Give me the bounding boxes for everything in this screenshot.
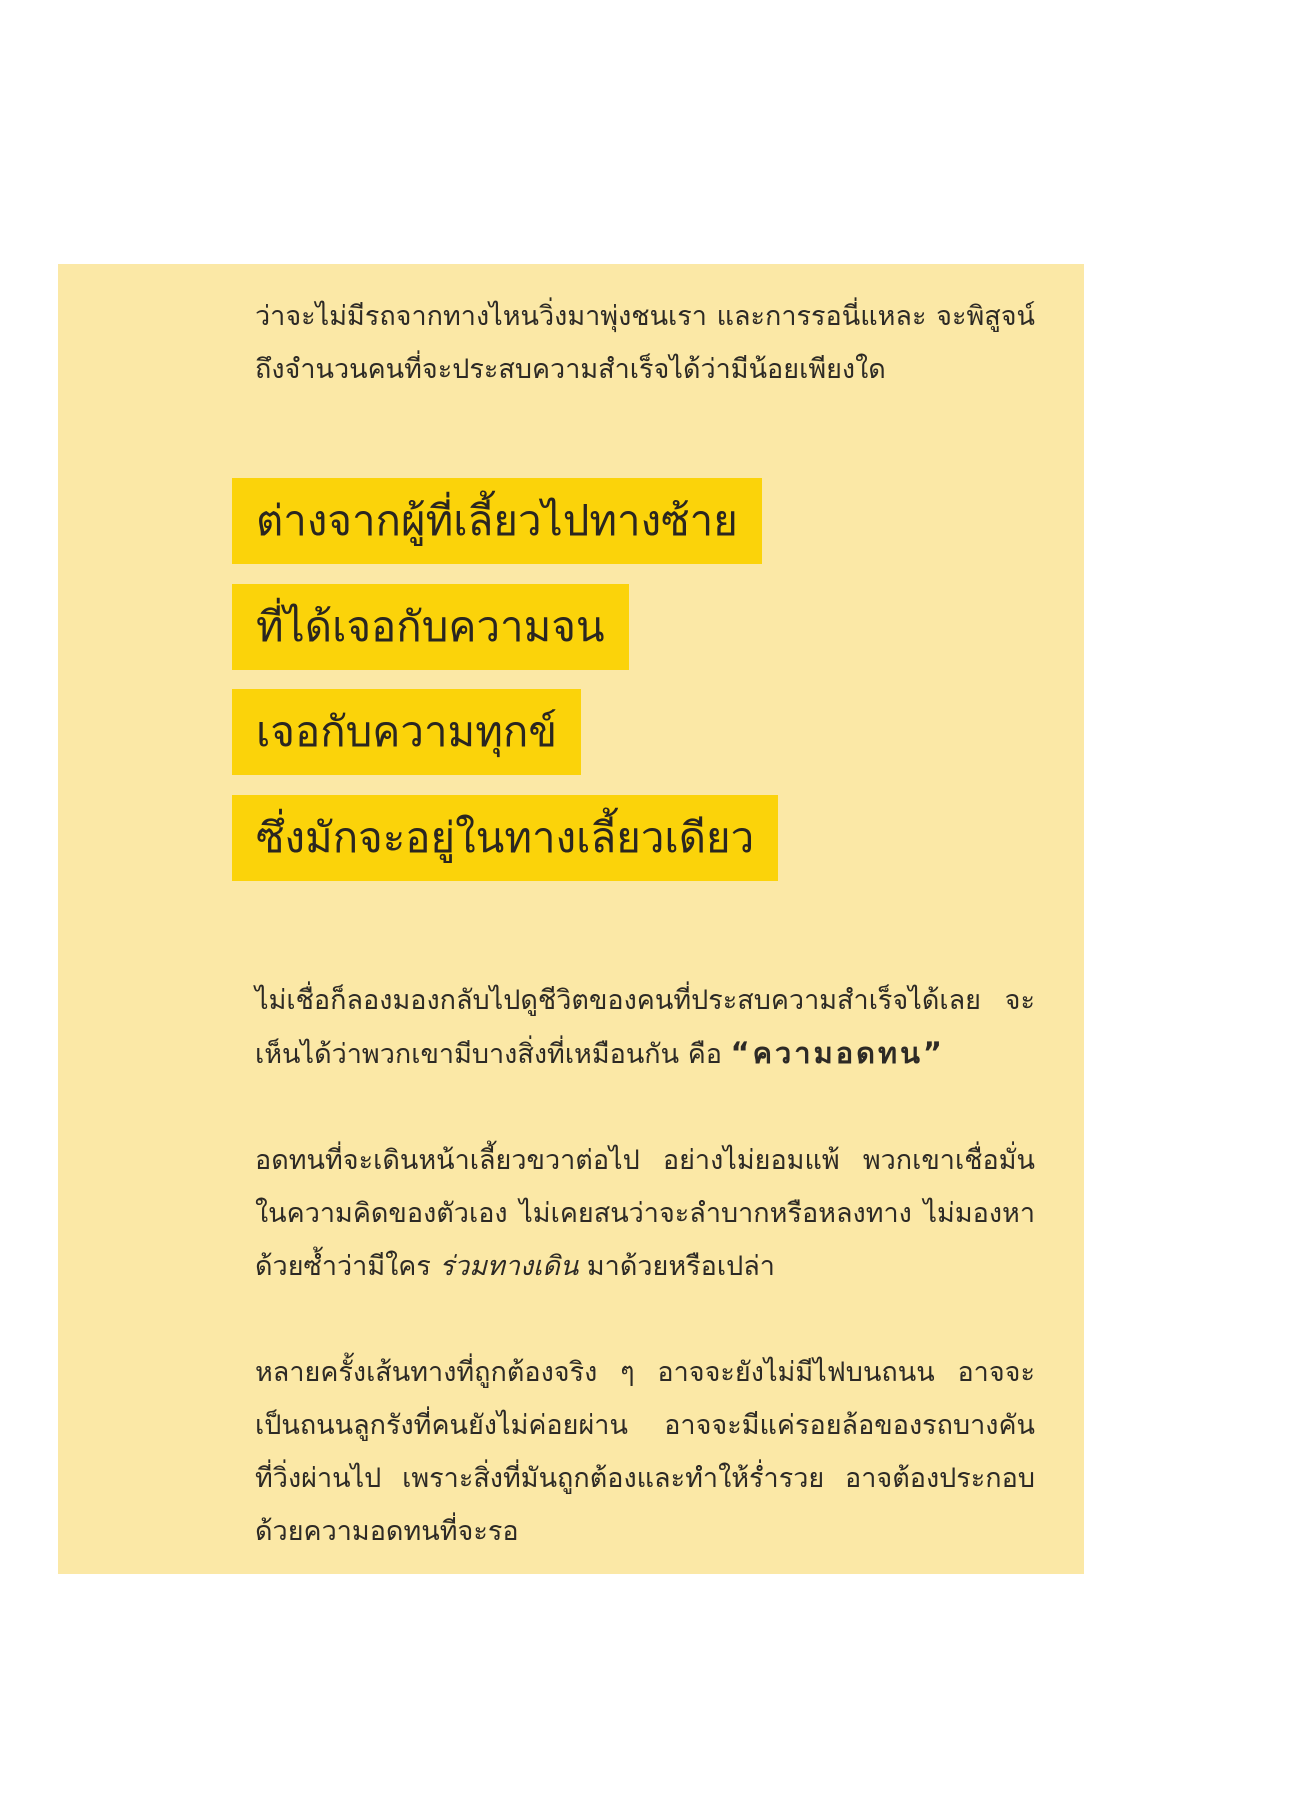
- paragraph-line: ไม่เชื่อก็ลองมองกลับไปดูชีวิตของคนที่ประสบความสำเร็จได้เลย จะ: [255, 985, 1035, 1016]
- paragraph-line: ด้วยความอดทนที่จะรอ: [255, 1516, 519, 1547]
- paragraph-line: [255, 1027, 1035, 1081]
- highlight-line-4: ซึ่งมักจะอยู่ในทางเลี้ยวเดียว: [232, 795, 778, 881]
- paragraph-line: เป็นถนนลูกรังที่คนยังไม่ค่อยผ่าน อาจจะมีแค่รอยล้อของรถบางคัน: [255, 1410, 1035, 1441]
- content-panel: [58, 264, 1084, 1574]
- paragraph-line: [255, 1240, 1035, 1293]
- paragraph-line: อดทนที่จะเดินหน้าเลี้ยวขวาต่อไป อย่างไม่ยอมแพ้ พวกเขาเชื่อมั่น: [255, 1145, 1035, 1176]
- emphasis-patience: “ความอดทน”: [730, 1036, 945, 1070]
- paragraph-line: ถึงจำนวนคนที่จะประสบความสำเร็จได้ว่ามีน้อยเพียงใด: [255, 354, 886, 385]
- italic-phrase: ร่วมทางเดิน: [439, 1251, 579, 1282]
- paragraph-line: ว่าจะไม่มีรถจากทางไหนวิ่งมาพุ่งชนเรา และการรอนี่แหละ จะพิสูจน์: [255, 301, 1035, 332]
- highlight-line-2: ที่ได้เจอกับความจน: [232, 584, 629, 670]
- highlight-line-3: เจอกับความทุกข์: [232, 689, 581, 775]
- paragraph-intro: [255, 290, 1035, 396]
- paragraph-success: [255, 974, 1035, 1081]
- text-run: มาด้วยหรือเปล่า: [578, 1251, 775, 1282]
- text-run: ด้วยซ้ำว่ามีใคร: [255, 1251, 440, 1282]
- highlight-line-1: ต่างจากผู้ที่เลี้ยวไปทางซ้าย: [232, 478, 762, 564]
- paragraph-line: หลายครั้งเส้นทางที่ถูกต้องจริง ๆ อาจจะยังไม่มีไฟบนถนน อาจจะ: [255, 1357, 1035, 1388]
- text-run: เห็นได้ว่าพวกเขามีบางสิ่งที่เหมือนกัน คือ: [255, 1039, 731, 1070]
- paragraph-patience: [255, 1134, 1035, 1293]
- paragraph-line: ในความคิดของตัวเอง ไม่เคยสนว่าจะลำบากหรือหลงทาง ไม่มองหา: [255, 1198, 1035, 1229]
- paragraph-line: ที่วิ่งผ่านไป เพราะสิ่งที่มันถูกต้องและทำให้ร่ำรวย อาจต้องประกอบ: [255, 1463, 1035, 1494]
- paragraph-road: [255, 1346, 1035, 1558]
